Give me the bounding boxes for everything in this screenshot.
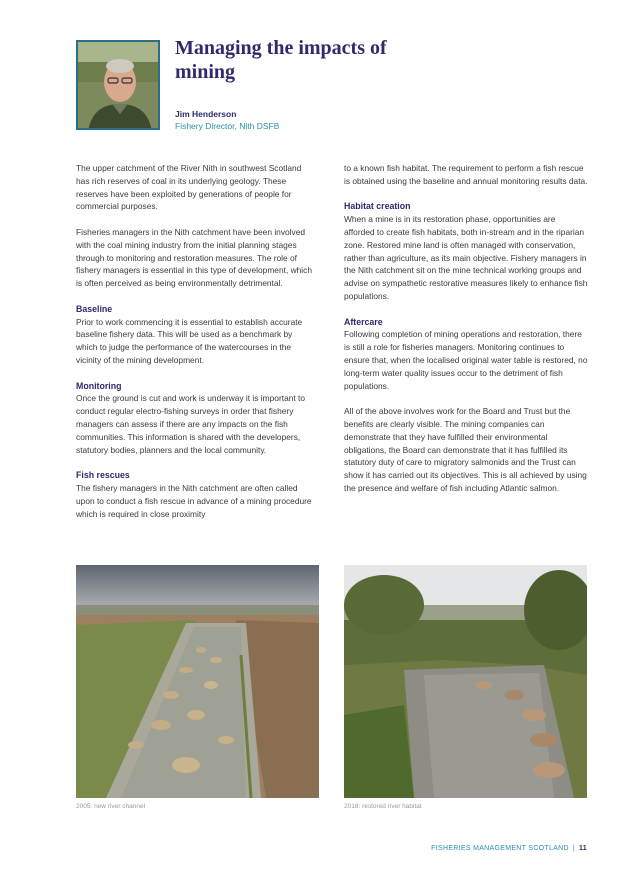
right-photo-caption: 2018: restored river habitat <box>344 803 422 810</box>
fish-rescues-continued: to a known fish habitat. The requirement to perform a fish rescue is obtained using the baseline and annual monitoring results data. <box>344 163 588 186</box>
baseline-heading: Baseline <box>76 303 113 314</box>
baseline-paragraph: Prior to work commencing it is essential to establish accurate baseline fishery data. This will be used as a benchmark by which to judge the performance of the watercourses in the vicinity of the mining development. <box>76 316 303 365</box>
fish-rescues-paragraph: The fishery managers in the Nith catchment are often called upon to conduct a fish rescue in advance of a mining procedure which is required in close proximity <box>76 482 312 519</box>
left-photo-caption: 2005: new river channel <box>76 803 146 810</box>
page-footer <box>431 845 587 852</box>
left-column <box>76 162 316 533</box>
photo-restored-river-habitat <box>344 565 587 798</box>
fish-rescues-heading: Fish rescues <box>76 470 130 481</box>
page-number: 11 <box>579 845 587 852</box>
river-channel-image <box>76 565 319 798</box>
monitoring-paragraph: Once the ground is cut and work is underway it is important to conduct regular electro-fishing surveys in order that fishery managers can assess if there are any impacts on the fish communities. This information is shared with the developers, statutory bodies, planners and the local community. <box>76 393 306 455</box>
conclusion-paragraph: All of the above involves work for the Board and Trust but the benefits are clearly visible. The mining companies can demonstrate that they have fulfilled their environmental obligations, the Board can demonstrate that it has fulfilled its statutory duty of care to migratory salmonids and the Trust can show it has carried out its objectives. This is all achieved by using the presence and welfare of fish including Atlantic salmon. <box>344 406 587 493</box>
footer-separator: | <box>572 845 575 852</box>
habitat-heading: Habitat creation <box>344 201 411 212</box>
restored-river-image <box>344 565 587 798</box>
publication-name: FISHERIES MANAGEMENT SCOTLAND <box>431 845 569 852</box>
author-role: Fishery Director, Nith DSFB <box>175 121 280 131</box>
monitoring-heading: Monitoring <box>76 380 122 391</box>
habitat-paragraph: When a mine is in its restoration phase, opportunities are afforded to create fish habitats, both in-stream and in the riparian zone. Restored mine land is often managed with conservation, rather than agriculture, as its main objective. Fishery managers in the Nith catchment sit on the mine technical working groups and advise on sympathetic restorative measures likely to enhance fish populations. <box>344 214 588 301</box>
intro-paragraph: The upper catchment of the River Nith in southwest Scotland has rich reserves of coal in its underlying geology. These reserves have been exploited by generations of people for commercial purposes. <box>76 163 302 212</box>
author-portrait <box>76 40 160 130</box>
right-column <box>344 162 588 508</box>
aftercare-heading: Aftercare <box>344 316 383 327</box>
role-paragraph: Fisheries managers in the Nith catchment have been involved with the coal mining industry from the initial planning stages through to monitoring and restoration measures. The role of fishery managers is essential in this type of development, which is often perceived as being environmentally detrimental. <box>76 226 313 289</box>
aftercare-paragraph: Following completion of mining operations and restoration, there is still a role for fisheries managers. Monitoring continues to ensure that, when the localised original water table is restored, no long-term water quality issues occur to the detriment of fish populations. <box>344 329 588 391</box>
author-portrait-image <box>78 42 160 130</box>
photo-new-river-channel <box>76 565 319 798</box>
author-name: Jim Henderson <box>175 109 237 119</box>
article-title: Managing the impacts of mining <box>175 37 387 83</box>
